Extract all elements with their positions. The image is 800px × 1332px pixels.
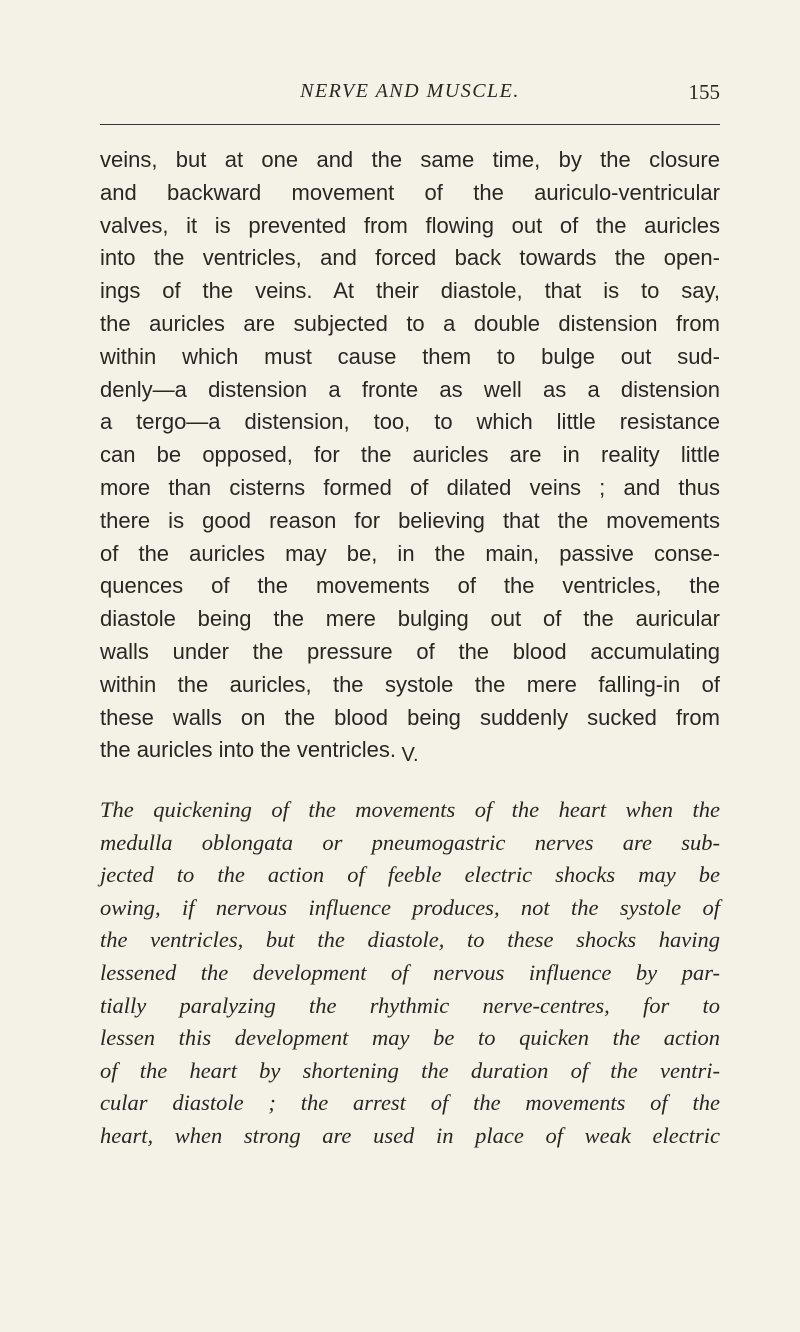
text-line: can be opposed, for the auricles are in reality little [100,442,720,468]
text-line: veins, but at one and the same time, by the closure [100,147,720,172]
text-line: of the heart by shortening the duration of the ventri- [100,1057,720,1083]
page-header [100,80,720,116]
running-title: NERVE AND MUSCLE. [300,80,520,102]
text-line: heart, when strong are used in place of weak electric [100,1122,720,1148]
header-rule [100,124,720,125]
text-line: and backward movement of the auriculo-ventricular [100,179,720,205]
text-line: denly—a distension a fronte as well as a distension [100,376,720,402]
text-line: lessen this development may be to quicken the action [100,1025,720,1051]
text-line: quences of the movements of the ventricles, the [100,573,720,599]
italic-paragraph [100,794,720,1153]
text-line: of the auricles may be, in the main, passive conse- [100,540,720,566]
text-line: within the auricles, the systole the mere falling-in of [100,671,720,697]
page-number: 155 [688,80,720,104]
text-line: the auricles into the ventricles. [100,737,396,763]
text-line: the ventricles, but the diastole, to these shocks having [100,927,720,953]
text-line: The quickening of the movements of the heart when the [100,797,720,822]
text-line: tially paralyzing the rhythmic nerve-centres, for to [100,992,720,1018]
text-line: into the ventricles, and forced back towards the open- [100,245,720,271]
text-line: valves, it is prevented from flowing out of the auricles [100,212,720,238]
text-line: the auricles are subjected to a double distension from [100,310,720,336]
text-line: medulla oblongata or pneumogastric nerves are sub- [100,829,720,855]
text-line: a tergo—a distension, too, to which little resistance [100,409,720,435]
text-line: within which must cause them to bulge out sud- [100,343,720,369]
section-number: V. [401,744,419,766]
text-line: lessened the development of nervous influence by par- [100,959,720,985]
text-line: owing, if nervous influence produces, not the systole of [100,894,720,920]
text-line: jected to the action of feeble electric shocks may be [100,862,720,888]
text-line: cular diastole ; the arrest of the movements of the [100,1090,720,1116]
body-paragraph [100,144,720,767]
text-line: these walls on the blood being suddenly sucked from [100,704,720,730]
text-line: there is good reason for believing that the movements [100,507,720,533]
text-line: diastole being the mere bulging out of the auricular [100,606,720,632]
text-line: more than cisterns formed of dilated veins ; and thus [100,474,720,500]
text-line: ings of the veins. At their diastole, that is to say, [100,278,720,304]
text-line: walls under the pressure of the blood accumulating [100,638,720,664]
